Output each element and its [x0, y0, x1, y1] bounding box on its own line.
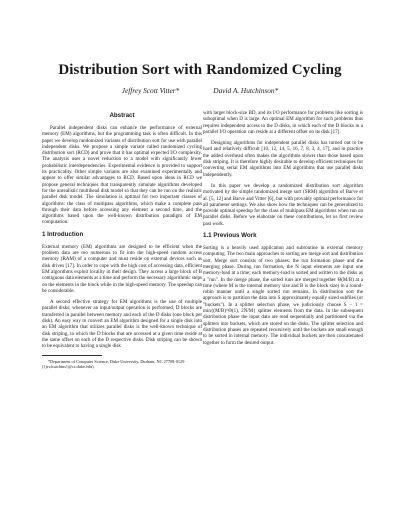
author-name: David A. Hutchinson* — [213, 86, 279, 95]
footnote-rule — [42, 355, 102, 356]
paper-title: Distribution Sort with Randomized Cycling — [58, 62, 342, 78]
footnote: *Department of Computer Science, Duke University, Durham, NC 27708-0129 ({jsv,hutchins}@cs.duke.edu). — [42, 358, 185, 369]
paragraph: Sorting is a heavily used application and subroutine in external memory computing. The two main approaches to sorting are merge sort and distribution sort. Merge sort consists of two phases: the run formation phase and the merging phase. During run formation, the N input elements are input one memory-load at a time; each memory-load is sorted and written to the disks as a "run". In the merge phase, the sorted runs are merged together Θ(M/B) at a time (where M is the internal memory size and B is the block size) in a round-robin manner until a single sorted run remains. In distribution sort the approach is to partition the data into S approximately equally sized subfiles (or "buckets"). In a splitter selection phase, we judiciously choose S − 1 = min{(M/B)^Θ(1), 2N/M} splitter elements from the data. In the subsequent distribution phase the input data are read sequentially and partitioned via the splitters into buckets, which are stored on the disks. The splitter selection and distribution phases are repeated recursively until the buckets are small enough to be sorted in internal memory. The individual buckets are then concatenated together to form the desired output. — [203, 245, 363, 346]
paragraph: A second effective strategy for EM algorithms is the use of multiple parallel disks; whenever an input/output operation is performed, D blocks are transferred in parallel between memory and each of the D disks (one block per disk). An easy way to convert an EM algorithm designed for a single disk into an EM algorithm that utilizes parallel disks is the well-known technique of disk striping, in which the D blocks that are accessed at a given time reside at the same offset on each of the D respective disks. Disk striping can be shown to be equivalent to having a single disk — [42, 299, 202, 350]
abstract-text: Parallel independent disks can enhance the performance of external memory (EM) algorithms, but the programming task is often difficult. In this paper we develop randomized variants of distribution sort for use with parallel independent disks. We propose a simple variant called randomized cycling distribution sort (RCD) and prove that it has optimal expected I/O complexity. The analysis uses a novel reduction to a model with significantly fewer probabilistic interdependencies. Experimental evidence is provided to support its practicality. Other simple variants are also examined experimentally and appear to offer similar advantages to RCD. Based upon ideas in RCD we propose general techniques that transparently simulate algorithms developed for the unrealistic multihead disk model so that they can be run on the realistic parallel disk model. The simulation is optimal for two important classes of algorithms: the class of multipass algorithms, which make a complete pass through their data before accessing any element a second time, and the algorithms based upon the well-known distribution paradigm of EM computation. — [42, 125, 202, 226]
paragraph: External memory (EM) algorithms are designed to be efficient when the problem data are too numerous to fit into the high-speed random access memory (RAM) of a computer and must reside on external devices such as disk drives [17]. In order to cope with the high cost of accessing data, efficient EM algorithms exploit locality in their design. They access a large block of B contiguous data elements at a time and perform the necessary algorithmic steps on the elements in the block while in the high-speed memory. The speedup can be considerable. — [42, 243, 202, 294]
abstract-heading: Abstract — [109, 112, 135, 119]
paragraph: In this paper we develop a randomized distribution sort algorithm motivated by the simple randomized merge sort (SRM) algorithm of Barve et al. [5, 12] and Barve and Vitter [6], but with provably optimal performance for all parameter settings. We also show how the techniques can be generalized to provide optimal speedup for the class of multipass EM algorithms when run on parallel disks. Before we elaborate on these contributions, let us first review past work. — [203, 182, 363, 227]
paragraph: with larger block-size BD, and its I/O performance for problems like sorting is suboptimal when D is large. An optimal EM algorithm for such problems thus requires independent access to the D disks, in which each of the D blocks in a parallel I/O operation can reside at a different offset on its disk [17]. — [203, 110, 363, 135]
subsection-heading: 1.1 Previous Work — [203, 232, 257, 240]
author-name: Jeffrey Scott Vitter* — [121, 86, 180, 95]
author-list — [0, 86, 400, 95]
right-column — [203, 110, 363, 351]
section-heading: 1 Introduction — [42, 230, 84, 238]
paragraph: Designing algorithms for independent parallel disks has turned out to be hard and relatively difficult [10, 12, 14, 5, 16, 7, 8, 3, 4, 17], and in practice the added overhead often makes the algorithms slower than those based upon disk striping. It is therefore highly desirable to develop efficient techniques for converting serial EM algorithms into EM algorithms that use parallel disks independently. — [203, 140, 363, 178]
left-column — [42, 110, 202, 369]
